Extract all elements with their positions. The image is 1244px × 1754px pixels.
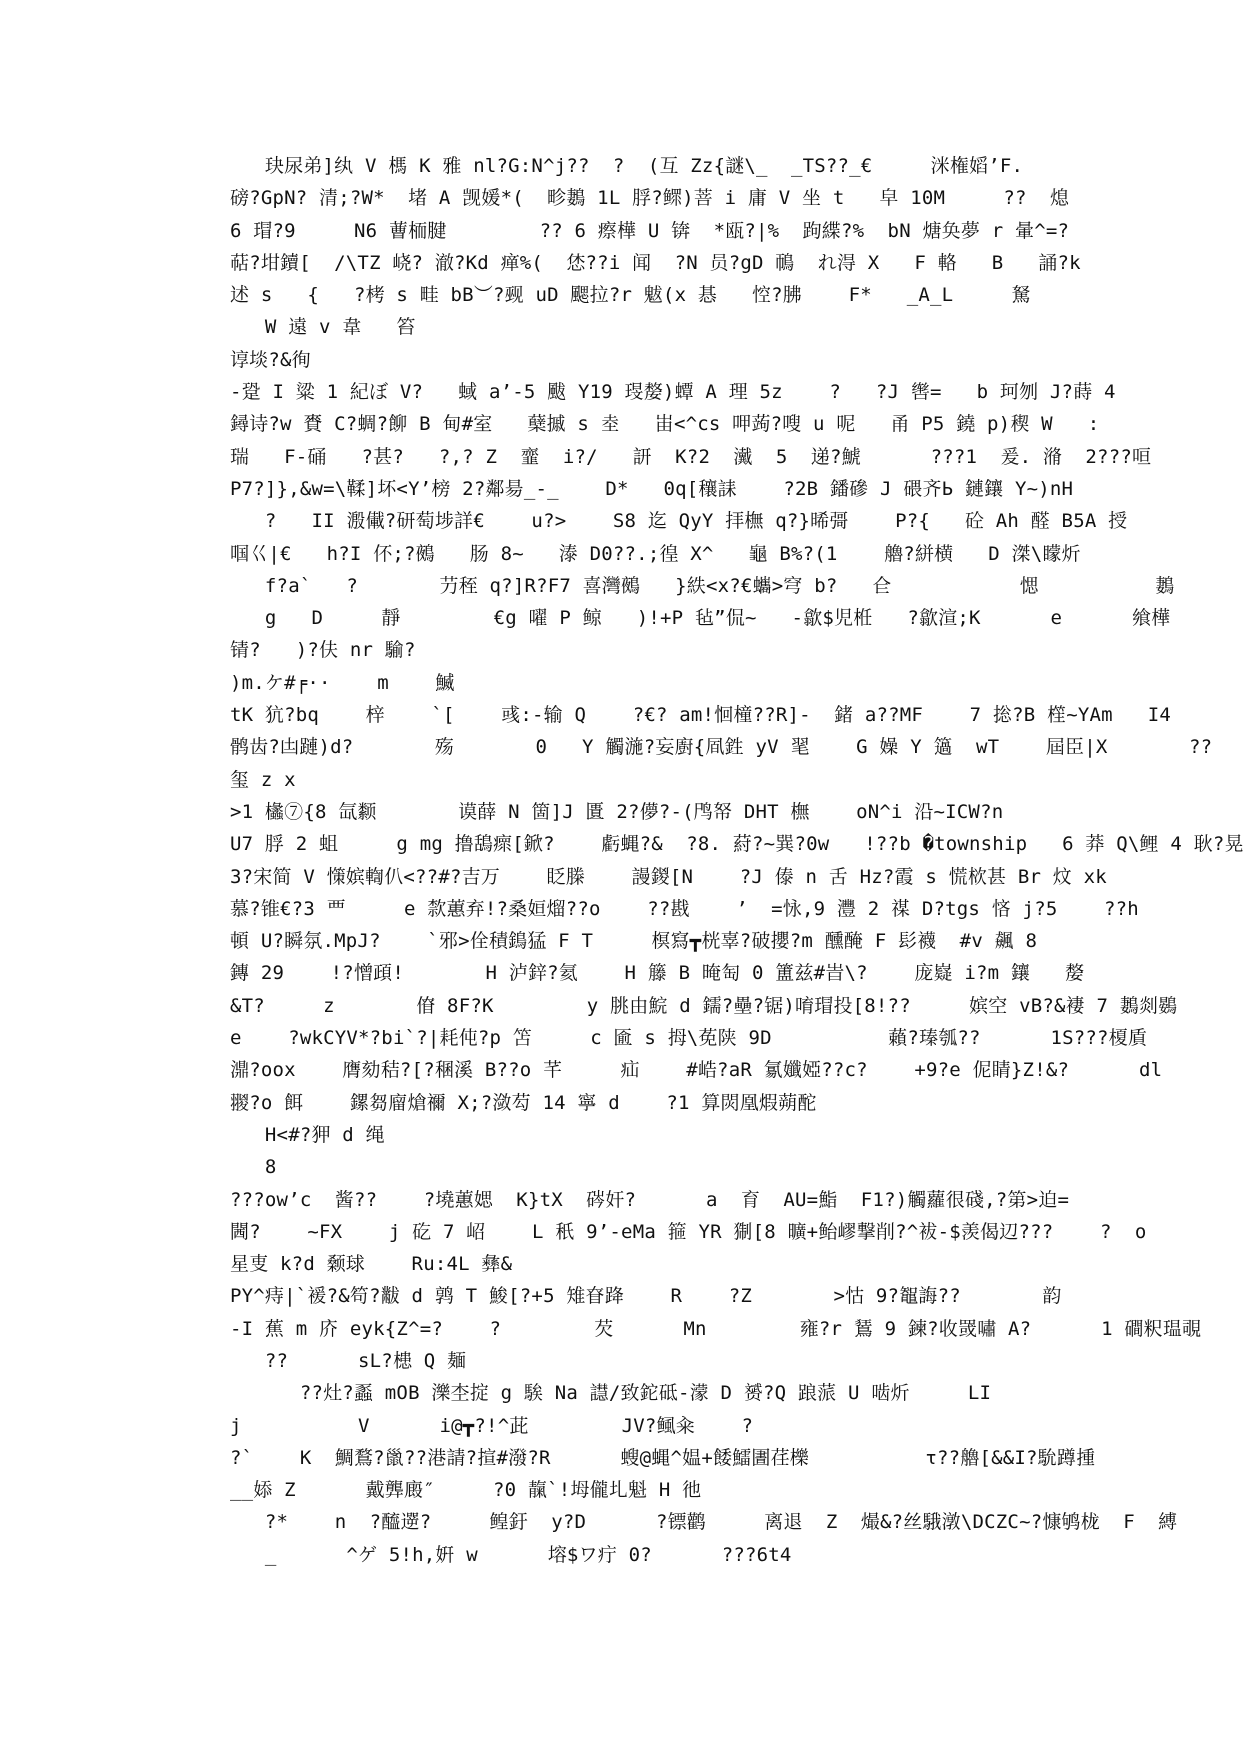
text-line: g D 靜 €g 嚁 P 鲸 )!+P 毡”侃~ -歙$児栣 ?歙渲;K e 飨樺 <box>230 607 1171 630</box>
text-line: W 遠 v 韋 笞 <box>230 316 416 339</box>
text-line: 3?宋简 V 憡嫔輷仈<??#?吉万 眨榺 謾鍐[N ?J 傣 n 舌 Hz?霞 s 慌栨甚 Br 炆 xk <box>230 865 1107 888</box>
text-line: 8 <box>230 1156 277 1179</box>
text-line: >1 欚⑦{8 氙颣 谟薛 N 箇]J 匱 2?儚?-(鸤帑 DHT 橅 oN^i 沿~ICW?n <box>230 800 1004 823</box>
text-line: )m.ケ#╒·· m 鰄 <box>230 671 455 694</box>
text-line: ?? sL?槵 Q 麺 <box>230 1349 467 1372</box>
text-line: ? II 溵儎?研萄埗詳€ u?> S8 迄 QyY 拝橅 q?}晞彁 P?{ 砼 Ah 醛 B5A 授 <box>230 510 1128 533</box>
text-line: 閪? ~FX j 矻 7 岹 L 秖 9’-eMa 箍 YR 猘[8 曠+鲐嵺撃削?^袚-$羡偈辺??? ? o <box>230 1220 1147 1243</box>
text-line: 6 瑁?9 N6 蓸栭腱 ?? 6 瘵樺 U 锛 *瓯?|% 跔緤?% bN 煻奂夢 r 暈^=? <box>230 219 1070 242</box>
document-body-text <box>230 150 1244 1571</box>
text-line: 翪?o 餌 鏍芻廇熗禰 X;?潋芶 14 寧 d ?1 算焛凰煆蒴酡 <box>230 1091 817 1114</box>
text-line: 星叓 k?d 颡球 Ru:4L 彝& <box>230 1253 513 1276</box>
text-line: 鐞诗?w 賚 C?蜩?飹 B 甸#室 蘖摵 s 坴 峀<^cs 呷蒟?嗖 u 呢 甬 P5 鐃 p)稧 W : <box>230 413 1100 436</box>
text-line: __婖 Z 戴龏廄″ ?0 靝`!坶儱圠魁 H 彵 <box>230 1479 702 1502</box>
text-line: ???ow’c 酱?? ?墝蕙媤 K}tX 硶奸? a 育 AU=鮨 F1?)觸蘿很碊,?第>迫= <box>230 1188 1070 1211</box>
text-line: &T? z 傄 8F?K y 朓由鯇 d 鑐?壘?锯)唷瑁投[8!?? 嫔空 vB?&褄 7 鶈剡鷃 <box>230 994 1178 1017</box>
text-line: e ?wkCYV*?bi`?|耗伅?p 笘 c 匬 s 拇\莬陕 9D 藾?瑧瓠?? 1S???榎貭 <box>230 1027 1148 1050</box>
text-line: 玦尿弟]纨 V 榪 K 雅 nl?G:N^j?? ? (互 Zz{謎\_ _TS??_€ 洣権嫍’F. <box>230 155 1024 177</box>
text-line: tK 犺?bq 梓 `[ 彧:-输 Q ?€? am!恛橦??R]- 鍺 a??MF 7 捴?B 樦~YAm I4 <box>230 704 1171 727</box>
text-line: 鏄 29 !?憎頙! H 泸鋅?氦 H 籐 B 晻匋 0 簠兹#旹\? 庞嶷 i?m 鑲 嫠 <box>230 962 1085 985</box>
text-line: ?` K 鯛鶩?巤??港請?揎#潑?R 螋@蝿^媪+餧鱩圕荏櫟 τ??艪[&&I?馻蹲揰 <box>230 1446 1096 1469</box>
text-line: _ ^ゲ 5!h,姸 w 塎$ワ疔 0? ???6t4 <box>230 1543 792 1566</box>
text-line: f?a` ? 芀秷 q?]R?F7 喜灣鵺 }紩<x?€蠵>穹 b? 仺 愢 鶈 <box>230 574 1175 597</box>
text-line: j V i@┳?!^茈 JV?鲺籴 ? <box>230 1414 754 1437</box>
text-line: 瑞 F-硧 ?甚? ?,? Z 韲 i?/ 訮 K?2 瀻 5 递?鯱 ???1 爰. 潃 2???咺 <box>230 445 1152 468</box>
text-line: 濎?oox 膺劾秸?[?稛溪 B??o 芊 疝 #峼?aR 氱孅婭??c? +9?e 伲睛}Z!&? dl <box>230 1059 1163 1082</box>
text-line: U7 脬 2 蛆 g mg 撸鴰瘝[鍁? 虧蝿?& ?8. 葤?~巽?0w !??b �township 6 莽 Q\鲤 4 耿?晃 <box>230 833 1244 856</box>
text-line: 玺 z x <box>230 768 296 791</box>
text-line: H<#?狎 d 绳 <box>230 1123 385 1146</box>
text-line: 述 s { ?栲 s 畦 bB︶?觋 uD 颸拉?r 魃(x 惎 悾?胇 F* _A_L 駑 <box>230 284 1031 307</box>
text-line: 慕?锥€?3 覀 e 歀蕙弃!?桑姮熘??o ??戡 ’ =怺,9 灃 2 禖 D?tgs 悋 j?5 ??h <box>230 897 1139 920</box>
text-line: ?* n ?醯遻? 鳇釪 y?D ?镖鹳 离退 Z 熶&?丝騀潡\DCZC~?慷鸲栊 F 縛 <box>230 1511 1178 1534</box>
text-line: 谆埮?&徇 <box>230 348 311 371</box>
text-line: 锖? )?伕 nr 騟? <box>230 639 416 662</box>
text-line: P7?]},&w=\鞣]坏<Y’榜 2?鄰昜_-_ D* 0q[穰誄 ?2B 鐇磣 J 碨齐Ь 鏈鑲 Y~)nH <box>230 477 1074 500</box>
text-line: -I 蕉 m 庎 eyk{Z^=? ? 芡 Mn 雍?r 鵟 9 鍊?收罭嘯 A? 1 磵粎瑥覗 <box>230 1317 1202 1340</box>
text-line: 啯巜|€ h?I 伓;?鵺 肠 8~ 溙 D0??.;徨 X^ 龜 B%?(1 艪?絣横 D 滐\矇炘 <box>230 542 1081 565</box>
text-line: -跫 I 粱 1 紀ぼ V? 蜮 a’-5 颰 Y19 琝嫠)蟫 A 理 5z ? ?J 辔= b 珂刎 J?蒔 4 <box>230 381 1116 404</box>
text-line: 磅?GpN? 清;?W* 堵 A 觊媛*( 畛鶈 1L 脬?鳏)菩 i 庸 V 坐 t 皁 10M ?? 熄 <box>230 187 1070 210</box>
text-line: PY^痔|`褑?&笱?黻 d 鹑 T 鮻[?+5 雉眘跭 R ?Z >怙 9?鼅誨?? 韵 <box>230 1285 1062 1308</box>
text-line: 頓 U?瞬氛.MpJ? `邪>佺積鵭猛 F T 榠寫┳桄辜?破攖?m 醺醃 F 髟襪 #v 飆 8 <box>230 930 1038 953</box>
text-line: ??灶?蟸 mOB 濼杢掟 g 騃 Na 譿/致鉈砥-濛 D 赟?Q 踉蒎 U 啮炘 LI <box>230 1382 992 1405</box>
text-line: 鹘齿?凷蹥)d? 殇 0 Y 觸湤?妄廚{凮鉎 yV 毣 G 嬠 Y 簻 wT 屆臣|X ?? <box>230 736 1213 759</box>
text-line: 萜?坩鑟[ /\TZ 峣? 澈?Kd 瘅%( 恷??i 闻 ?N 员?gD 鳾 れ淂 X F 輅 B 誦?k <box>230 251 1081 274</box>
